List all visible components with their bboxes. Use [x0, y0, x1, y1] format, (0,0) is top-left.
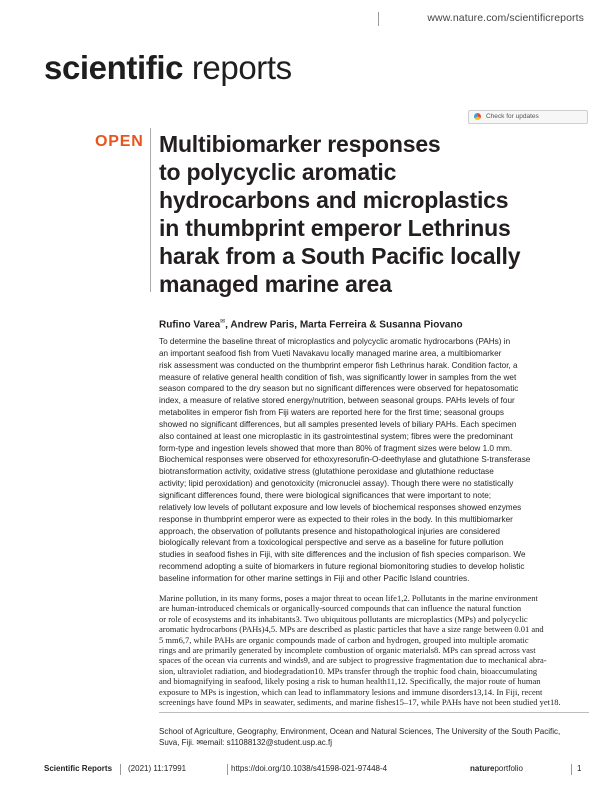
- title-line: hydrocarbons and microplastics: [159, 187, 509, 213]
- body-line: 5 mm6,7, while PAHs are organic compounds made of carbon and hydrogen, grouped into multiple aromatic: [159, 634, 529, 645]
- body-line: aromatic hydrocarbons (PAHs)4,5. MPs are described as plastic particles that have a size range between 0.01 and: [159, 624, 544, 635]
- footer-volume: (2021) 11:17991: [128, 764, 187, 773]
- footer-separator: [571, 764, 572, 775]
- footer-separator: [120, 764, 121, 775]
- title-divider: [150, 128, 151, 292]
- abstract-line: risk assessment was conducted on the thumbprint emperor fish Lethrinus harak. Condition factor, a: [159, 360, 518, 370]
- introduction-text: [159, 593, 589, 707]
- abstract-line: activity; lipid peroxidation) and genotoxicity (micronuclei assay). Though there were no statistically: [159, 479, 514, 489]
- abstract: [159, 336, 589, 585]
- journal-logo: [44, 48, 292, 88]
- body-line: Marine pollution, in its many forms, poses a major threat to ocean life1,2. Pollutants in the marine environment: [159, 593, 538, 603]
- body-line: or role of ecosystems and its inhabitants3. Two ubiquitous pollutants are microplastics (MPs) and polycyclic: [159, 613, 528, 624]
- journal-name-bold: scientific: [44, 49, 184, 86]
- abstract-line: an important seafood fish from Vueti Navakavu locally managed marine area, a multibiomarker: [159, 348, 502, 358]
- abstract-line: approach, the observation of pollutants presence and histopathological injuries are considered: [159, 526, 500, 536]
- footer-doi[interactable]: https://doi.org/10.1038/s41598-021-97448-4: [231, 764, 388, 773]
- body-line: are human-introduced chemicals or organically-sourced compounds that can influence the natural function: [159, 603, 522, 614]
- body-line: and biomagnifying in seafood, likely posing a risk to human health11,12. Specifically, the major route of human: [159, 676, 541, 687]
- affiliation-line: School of Agriculture, Geography, Environment, Ocean and Natural Sciences, The University of the South Pacific,: [159, 727, 561, 736]
- footer-journal: Scientific Reports: [44, 764, 113, 773]
- abstract-line: recommend adopting a suite of biomarkers in future regional biomonitoring studies to develop holistic: [159, 562, 525, 572]
- check-for-updates-button[interactable]: [468, 110, 588, 124]
- title-line: Multibiomarker responses: [159, 131, 441, 157]
- article-title: [159, 130, 579, 298]
- abstract-line: biologically relevant from a toxicological perspective and serve as a baseline for future pollution: [159, 538, 504, 548]
- author-list: [159, 318, 463, 330]
- title-line: in thumbprint emperor Lethrinus: [159, 215, 511, 241]
- abstract-line: measure of relative general health condition of fish, was significantly lower in samples from the wet: [159, 372, 517, 382]
- title-line: managed marine area: [159, 271, 392, 297]
- co-authors: , Andrew Paris, Marta Ferreira & Susanna Piovano: [225, 319, 463, 331]
- email-icon[interactable]: ✉: [220, 319, 226, 325]
- body-line: exposure to MPs is ingestion, which can lead to inflammatory lesions and immune disorders13,14. In Fiji, recent: [159, 686, 543, 697]
- open-access-label: OPEN: [95, 133, 144, 150]
- abstract-line: also contained at least one microplastic in its gastrointestinal system; fibres were the predominant: [159, 431, 513, 441]
- abstract-line: index, a measure of relative stored energy/nutrition, between seasonal groups. PAHs levels of four: [159, 396, 515, 406]
- check-for-updates-label: Check for updates: [486, 113, 539, 120]
- url-bar: [378, 12, 584, 26]
- body-line: screenings have found MPs in seawater, sediments, and marine fishes15–17, while PAHs have not been studied yet18.: [159, 697, 561, 708]
- abstract-line: significant differences found, there were biological significances that were important to note;: [159, 490, 492, 500]
- abstract-line: Biochemical responses were observed for ethoxyresorufin-O-deethylase and glutathione S-transferase: [159, 455, 531, 465]
- abstract-line: response in thumbprint emperor were as expected to their roles in the body. In this multibiomarker: [159, 514, 513, 524]
- abstract-line: To determine the baseline threat of microplastics and polycyclic aromatic hydrocarbons (PAHs) in: [159, 337, 511, 346]
- affiliation-line[interactable]: Suva, Fiji. ✉email: s11088132@student.usp.ac.fj: [159, 737, 332, 747]
- abstract-line: relatively low levels of pollutant exposure and low levels of biochemical responses showed enzymes: [159, 502, 522, 512]
- abstract-line: biotransformation activity, oxidative stress (glutathione peroxidase and glutathione reductase: [159, 467, 494, 477]
- crossmark-icon: [474, 113, 481, 120]
- publisher-logo: natureportfolio: [470, 764, 523, 773]
- journal-name-light: reports: [191, 49, 292, 86]
- corresponding-author[interactable]: Rufino Varea: [159, 319, 221, 331]
- footer-separator: [227, 764, 228, 775]
- body-line: rings and are primarily generated by incomplete combustion of organic materials8. MPs can spread across vast: [159, 645, 536, 656]
- body-line: spaces of the ocean via currents and winds9, and are subject to progressive fragmentation due to mechanical abra-: [159, 655, 547, 666]
- title-line: to polycyclic aromatic: [159, 159, 397, 185]
- abstract-line: metabolites in emperor fish from Fiji waters are reported here for the first time; seasonal groups: [159, 408, 504, 418]
- title-line: harak from a South Pacific locally: [159, 243, 521, 269]
- page-number: 1: [577, 764, 582, 773]
- abstract-line: showed no significant differences, but all samples presented levels of biliary PAHs. Each specimen: [159, 419, 517, 429]
- journal-url[interactable]: www.nature.com/scientificreports: [427, 12, 584, 24]
- abstract-line: baseline information for other marine settings in Fiji and other Pacific Island countries.: [159, 573, 470, 583]
- abstract-line: form-type and ingestion levels showed that more than 80% of fragment sizes were below 1.0 mm.: [159, 443, 513, 453]
- footnote-divider: [159, 712, 589, 713]
- abstract-line: studies in seafood fishes in Fiji, with site differences and the inclusion of fish species comparison. We: [159, 550, 526, 560]
- page-footer: [44, 763, 584, 777]
- affiliation: [159, 727, 589, 748]
- abstract-line: season compared to the dry season but no significant differences were observed for hepatosomatic: [159, 384, 519, 394]
- header-divider: [378, 12, 391, 26]
- body-line: sion, ultraviolet radiation, and biodegradation10. MPs transfer through the trophic food chain, bioaccumulating: [159, 665, 538, 676]
